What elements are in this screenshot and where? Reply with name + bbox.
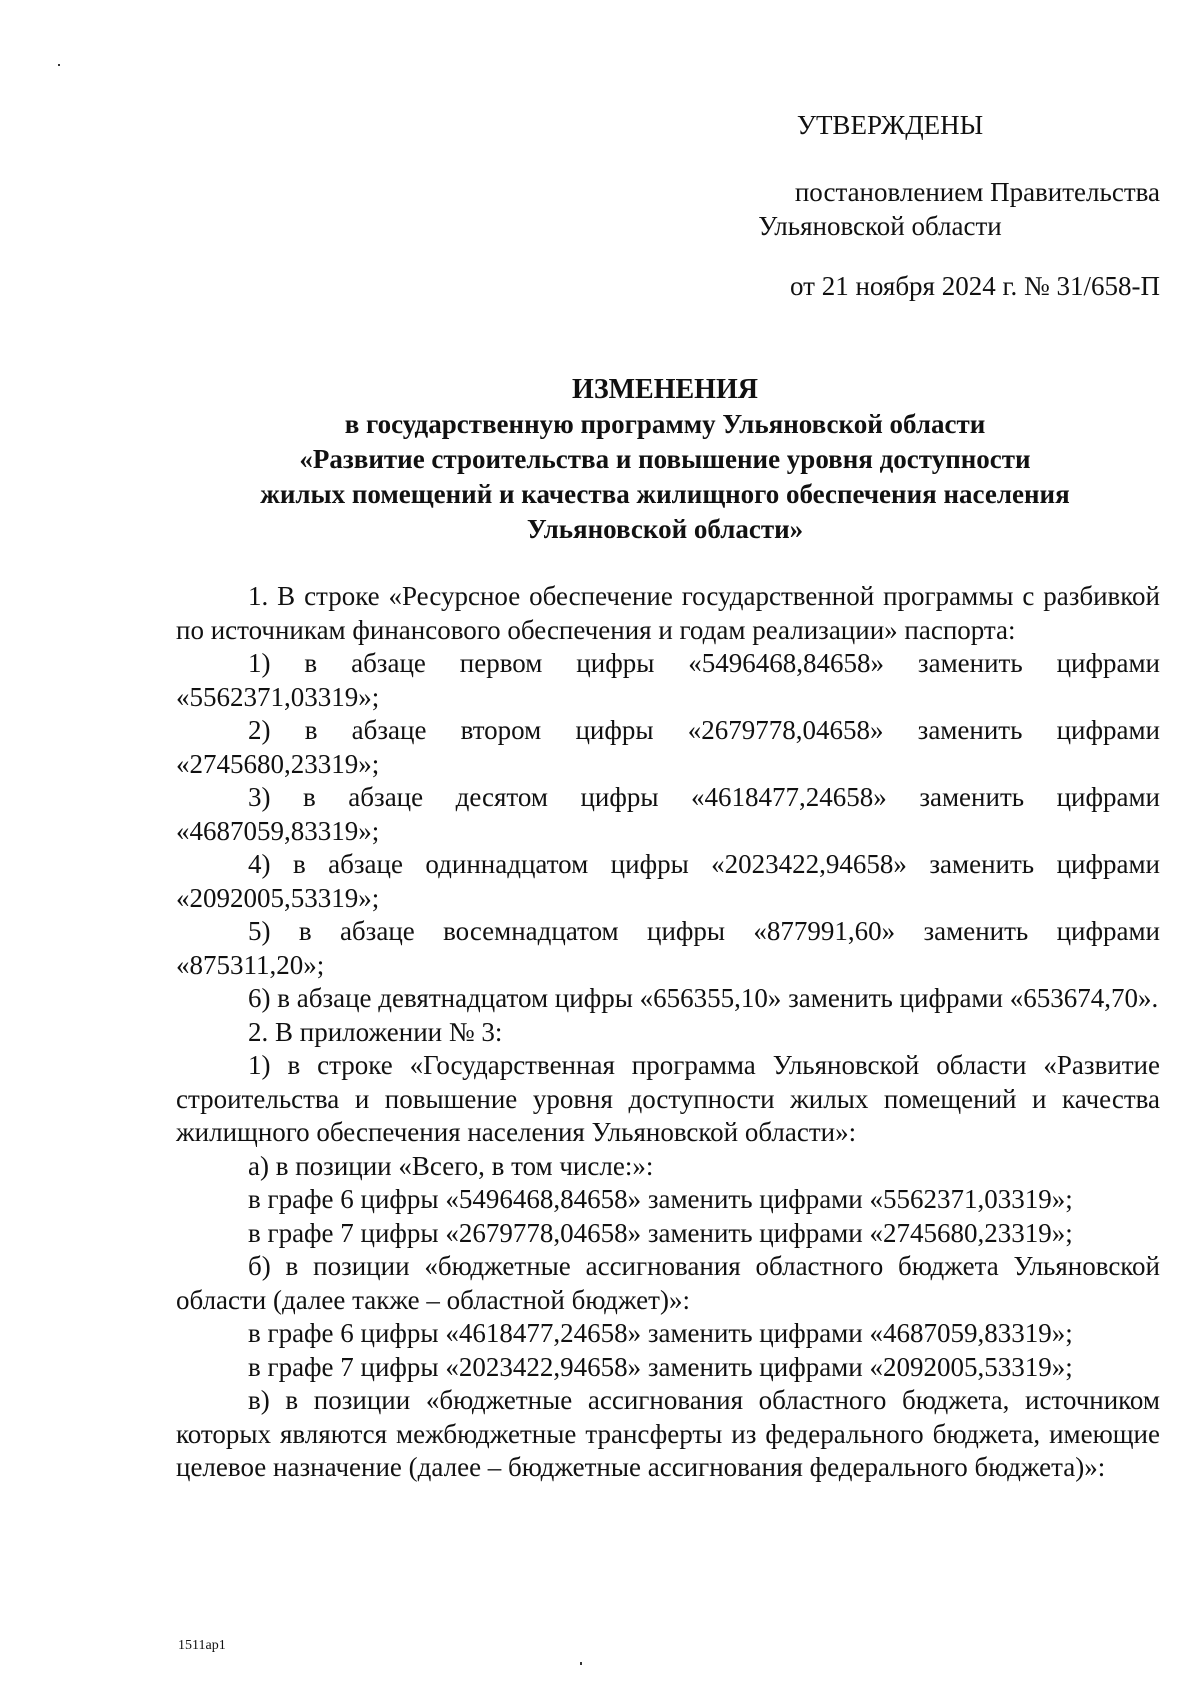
scan-speck xyxy=(580,1662,582,1665)
approval-date-number: от 21 ноября 2024 г. № 31/658-П xyxy=(790,271,1160,301)
document-heading xyxy=(170,372,1160,547)
paragraph-1-item-4: 4) в абзаце одиннадцатом цифры «2023422,94658» заменить цифрами «2092005,53319»; xyxy=(176,849,1160,913)
approval-title: УТВЕРЖДЕНЫ xyxy=(796,110,984,140)
paragraph-2-item-1c: в) в позиции «бюджетные ассигнования областного бюджета, источником которых являются межбюджетные трансферты из федерального бюджета, имеющие целевое назначение (далее – бюджетные ассигнования федерального бюджета)»: xyxy=(176,1385,1160,1482)
paragraph-2-item-1b-line-2: в графе 7 цифры «2023422,94658» заменить цифрами «2092005,53319»; xyxy=(248,1351,1073,1382)
heading-line-3: жилых помещений и качества жилищного обеспечения населения xyxy=(260,479,1070,509)
heading-line-2: «Развитие строительства и повышение уровня доступности xyxy=(299,444,1031,474)
document-body xyxy=(176,580,1160,1485)
paragraph-2: 2. В приложении № 3: xyxy=(248,1016,503,1047)
paragraph-2-item-1a: а) в позиции «Всего, в том числе:»: xyxy=(248,1150,654,1181)
scan-speck xyxy=(58,64,60,66)
paragraph-1-item-2: 2) в абзаце втором цифры «2679778,04658» заменить цифрами «2745680,23319»; xyxy=(176,715,1160,779)
paragraph-1: 1. В строке «Ресурсное обеспечение государственной программы с разбивкой по источникам финансового обеспечения и годам реализации» паспорта: xyxy=(176,581,1160,645)
paragraph-2-item-1a-line-2: в графе 7 цифры «2679778,04658» заменить цифрами «2745680,23319»; xyxy=(248,1217,1073,1248)
heading-line-1: в государственную программу Ульяновской области xyxy=(344,409,986,439)
approval-line-1: постановлением Правительства xyxy=(794,177,1160,207)
paragraph-1-item-6: 6) в абзаце девятнадцатом цифры «656355,10» заменить цифрами «653674,70». xyxy=(248,983,1159,1013)
heading-main: ИЗМЕНЕНИЯ xyxy=(572,374,758,405)
paragraph-1-item-1: 1) в абзаце первом цифры «5496468,84658» заменить цифрами «5562371,03319»; xyxy=(176,648,1160,712)
heading-line-4: Ульяновской области» xyxy=(526,514,804,544)
approval-line-2: Ульяновской области xyxy=(758,211,1002,241)
paragraph-2-item-1b-line-1: в графе 6 цифры «4618477,24658» заменить цифрами «4687059,83319»; xyxy=(248,1318,1073,1348)
footer-document-code: 1511ap1 xyxy=(178,1638,226,1653)
paragraph-1-item-5: 5) в абзаце восемнадцатом цифры «877991,60» заменить цифрами «875311,20»; xyxy=(176,916,1160,980)
paragraph-2-item-1b: б) в позиции «бюджетные ассигнования областного бюджета Ульяновской области (далее также – областной бюджет)»: xyxy=(176,1251,1160,1315)
paragraph-1-item-3: 3) в абзаце десятом цифры «4618477,24658» заменить цифрами «4687059,83319»; xyxy=(176,782,1160,846)
paragraph-2-item-1: 1) в строке «Государственная программа Ульяновской области «Развитие строительства и повышение уровня доступности жилых помещений и качества жилищного обеспечения населения Ульяновской области»: xyxy=(176,1050,1160,1147)
paragraph-2-item-1a-line-1: в графе 6 цифры «5496468,84658» заменить цифрами «5562371,03319»; xyxy=(248,1184,1073,1214)
